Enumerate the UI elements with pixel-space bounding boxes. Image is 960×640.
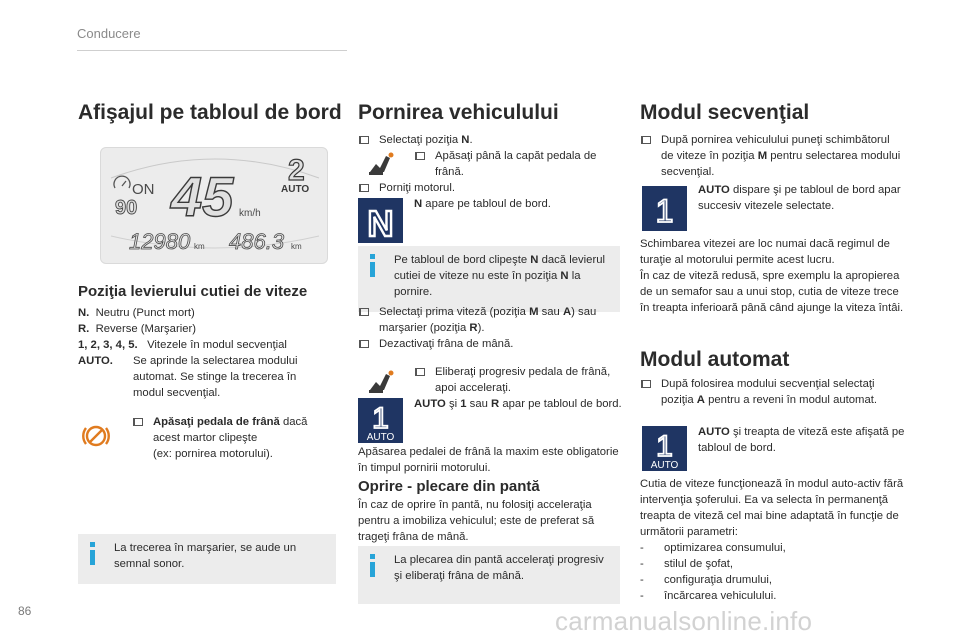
step-automatic: După folosirea modului secvenţial selectaţi poziţia A pentru a reveni în modul automat. bbox=[640, 376, 906, 408]
info-icon bbox=[85, 542, 99, 566]
trip-unit: km bbox=[291, 242, 302, 251]
step-release-handbrake: Dezactivaţi frâna de mână. bbox=[358, 336, 620, 352]
watermark: carmanualsonline.info bbox=[555, 606, 813, 636]
info-reverse-text: La trecerea în marşarier, se aude un semnal sonor. bbox=[114, 542, 297, 570]
auto-active-note: Cutia de viteze funcţionează în modul auto-activ fără intervenţia şoferului. Ea va selecta în permanenţă treapta de viteză cel mai bine adaptată în funcţie de următorii parametri: bbox=[640, 478, 904, 538]
def-neutral: N. Neutru (Punct mort) bbox=[78, 307, 195, 319]
hill-start-text: În caz de oprire în pantă, nu folosiţi acceleraţia pentru a imobiliza vehiculul; este de preferat să trageţi frâna de mână. bbox=[358, 499, 595, 543]
speed-unit: km/h bbox=[239, 208, 261, 219]
info-icon bbox=[365, 554, 379, 578]
odometer-unit: km bbox=[194, 242, 205, 251]
auto-appears: AUTO şi 1 sau R apar pe tabloul de bord. bbox=[414, 398, 622, 410]
gear-definitions bbox=[78, 305, 340, 405]
info-box-neutral bbox=[358, 246, 620, 312]
info-neutral-text: Pe tabloul de bord clipeşte N dacă levierul cutiei de viteze nu este în poziţia N la pornire. bbox=[394, 254, 606, 298]
cruise-value: 90 bbox=[115, 197, 138, 219]
list-item: - configuraţia drumului, bbox=[640, 574, 773, 586]
svg-text:N: N bbox=[367, 203, 394, 243]
title-starting-vehicle: Pornirea vehiculului bbox=[358, 101, 559, 124]
title-automatic-mode: Modul automat bbox=[640, 348, 790, 371]
def-auto-line2: automat. Se stinge la trecerea în bbox=[133, 371, 297, 383]
title-dashboard-display: Afişajul pe tabloul de bord bbox=[78, 101, 342, 124]
info-hill-text: La plecarea din pantă acceleraţi progresiv şi eliberaţi frâna de mână. bbox=[394, 554, 604, 582]
svg-text:1: 1 bbox=[655, 193, 674, 229]
bullet-marker bbox=[358, 336, 370, 352]
title-sequential-mode: Modul secvenţial bbox=[640, 101, 810, 124]
bullet-marker bbox=[358, 304, 370, 320]
auto-gear-shown: AUTO şi treapta de viteză este afişată pe tabloul de bord. bbox=[698, 426, 905, 454]
odometer-readout: 12980 bbox=[129, 229, 191, 254]
def-auto-line1: Se aprinde la selectarea modului bbox=[133, 355, 298, 367]
list-item: - stilul de şofat, bbox=[640, 558, 734, 570]
step-start-engine: Porniţi motorul. bbox=[358, 180, 620, 196]
trip-readout: 486.3 bbox=[229, 229, 285, 254]
automatic-display bbox=[642, 426, 687, 471]
mode-indicator: AUTO bbox=[281, 184, 310, 195]
section-header: Conducere bbox=[77, 26, 141, 41]
sequential-display bbox=[642, 186, 687, 231]
def-reverse: R. Reverse (Marşarier) bbox=[78, 323, 197, 335]
svg-text:AUTO: AUTO bbox=[650, 460, 679, 471]
speed-readout: 45 bbox=[171, 165, 234, 228]
speedometer-icon bbox=[114, 176, 130, 188]
list-item: - încărcarea vehiculului. bbox=[640, 590, 777, 602]
step-select-n: Selectaţi poziţia N. bbox=[358, 132, 620, 148]
subtitle-gear-lever: Poziţia levierului cutiei de viteze bbox=[78, 283, 308, 300]
neutral-appears: N apare pe tabloul de bord. bbox=[414, 198, 551, 210]
dashboard-display bbox=[100, 147, 328, 264]
step-release-brake: Eliberaţi progresiv pedala de frână, apoi acceleraţi. bbox=[414, 364, 624, 396]
step-press-brake: Apăsaţi până la capăt pedala de frână. bbox=[414, 148, 624, 180]
info-box-hill bbox=[358, 546, 620, 604]
gear-indicator: 2 bbox=[288, 154, 305, 187]
bullet-marker bbox=[640, 132, 652, 148]
def-auto: AUTO. bbox=[78, 355, 113, 367]
def-auto-line3: modul secvenţial. bbox=[133, 387, 221, 399]
dashboard-graphic bbox=[101, 148, 329, 265]
gear-change-note: Schimbarea vitezei are loc numai dacă regimul de turaţie al motorului permite acest lucru. bbox=[640, 238, 890, 266]
list-item: - optimizarea consumului, bbox=[640, 542, 786, 554]
bullet-marker bbox=[132, 414, 144, 430]
brake-warning-icon bbox=[80, 420, 112, 452]
subtitle-hill-start: Oprire - plecare din pantă bbox=[358, 478, 540, 495]
step-sequential: După pornirea vehiculului puneţi schimbătorul de viteze în poziţia M pentru selectarea modului secvenţial. bbox=[640, 132, 904, 180]
foot-pedal-icon bbox=[366, 150, 398, 178]
page-number: 86 bbox=[18, 604, 32, 618]
auto-disappears: AUTO dispare şi pe tabloul de bord apar succesiv vitezele selectate. bbox=[698, 184, 901, 212]
parameters-list bbox=[640, 540, 906, 604]
svg-text:1: 1 bbox=[656, 430, 673, 463]
bullet-marker bbox=[640, 376, 652, 392]
info-box-reverse bbox=[78, 534, 336, 584]
auto-first-display bbox=[358, 398, 403, 443]
foot-pedal-icon-2 bbox=[366, 368, 398, 396]
step-select-gear: Selectaţi prima viteză (poziţia M sau A) sau marşarier (poziţia R). bbox=[358, 304, 624, 336]
neutral-glyph bbox=[358, 198, 403, 243]
bullet-marker bbox=[358, 180, 370, 196]
brake-instruction: Apăsaţi pedala de frână dacă acest martor clipeşte (ex: pornirea motorului). bbox=[132, 414, 337, 462]
info-icon bbox=[365, 254, 379, 278]
header-divider bbox=[77, 50, 347, 51]
bullet-marker bbox=[414, 148, 426, 164]
auto-first-glyph bbox=[358, 398, 403, 443]
bullet-marker bbox=[358, 132, 370, 148]
def-sequential: 1, 2, 3, 4, 5. Vitezele în modul secvenţial bbox=[78, 339, 287, 351]
bullet-marker bbox=[414, 364, 426, 380]
downshift-note: În caz de viteză redusă, spre exemplu la apropierea de un semafor sau a unui stop, cutia de viteze trece în treapta inferioară până când ajunge la viteza întâi. bbox=[640, 270, 904, 314]
svg-text:AUTO: AUTO bbox=[366, 432, 395, 443]
svg-text:1: 1 bbox=[372, 402, 389, 435]
neutral-display bbox=[358, 198, 403, 243]
automatic-glyph bbox=[642, 426, 687, 471]
brake-mandatory-note: Apăsarea pedalei de frână la maxim este obligatorie în timpul pornirii motorului. bbox=[358, 446, 619, 474]
cruise-label: ON bbox=[132, 181, 155, 198]
sequential-glyph bbox=[642, 186, 687, 231]
